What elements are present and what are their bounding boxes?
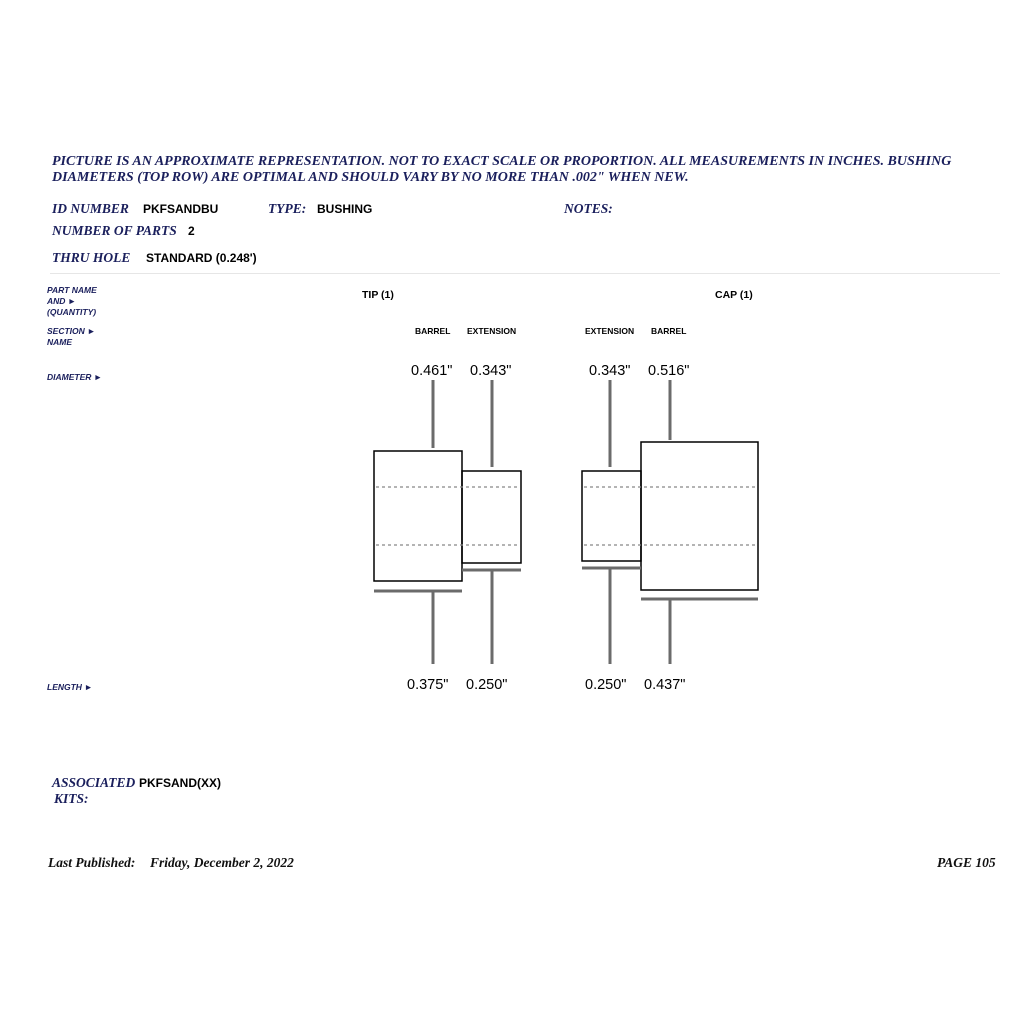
section-name-cap-barrel: BARREL [651, 326, 687, 336]
diameter-tip-barrel: 0.461" [411, 363, 453, 379]
cap-barrel-shape [641, 442, 758, 590]
diameter-tip-extension: 0.343" [470, 363, 512, 379]
diameter-cap-extension: 0.343" [589, 363, 631, 379]
part-header-tip: TIP (1) [362, 289, 394, 301]
section-name-tip-barrel: BARREL [415, 326, 451, 336]
associated-kits-label: ASSOCIATED KITS: [52, 775, 136, 806]
id-number-label: ID NUMBER [52, 201, 129, 216]
notes-label: NOTES: [564, 201, 613, 216]
tip-extension-shape [462, 471, 521, 563]
part-name-side-label: PART NAME AND ► (QUANTITY) [47, 285, 97, 317]
last-published-date: Friday, December 2, 2022 [150, 855, 294, 870]
diameter-cap-barrel: 0.516" [648, 363, 690, 379]
section-name-cap-extension: EXTENSION [585, 326, 635, 336]
thru-hole-value: STANDARD (0.248') [146, 251, 257, 265]
diameter-side-label: DIAMETER ► [47, 372, 103, 382]
length-tip-extension: 0.250" [466, 677, 508, 693]
section-name-side-label: SECTION ► NAME [47, 326, 96, 347]
number-of-parts-label: NUMBER OF PARTS [52, 223, 177, 238]
disclaimer-text: PICTURE IS AN APPROXIMATE REPRESENTATION. NOT TO EXACT SCALE OR PROPORTION. ALL MEASUREMENTS IN INCHES. BUSHING DIAMETERS (TOP ROW) ARE OPTIMAL AND SHOULD VARY BY NO MORE THAN .002" WHEN NEW. [52, 154, 952, 185]
thru-hole-lines [376, 487, 756, 545]
thru-hole-label: THRU HOLE [52, 250, 131, 265]
length-side-label: LENGTH ► [47, 682, 93, 692]
number-of-parts-value: 2 [188, 224, 195, 238]
length-tip-barrel: 0.375" [407, 677, 449, 693]
page-number: PAGE 105 [937, 855, 996, 870]
cap-extension-shape [582, 471, 641, 561]
type-value: BUSHING [317, 202, 373, 216]
associated-kits-value: PKFSAND(XX) [139, 776, 222, 790]
diameter-leader-lines [433, 380, 670, 467]
length-cap-extension: 0.250" [585, 677, 627, 693]
length-leader-lines [433, 568, 670, 664]
tip-part-shape [374, 451, 521, 581]
id-number-value: PKFSANDBU [143, 202, 219, 216]
last-published-label: Last Published: [48, 855, 136, 870]
tip-barrel-shape [374, 451, 462, 581]
part-header-cap: CAP (1) [715, 289, 753, 301]
type-label: TYPE: [268, 201, 307, 216]
section-name-tip-extension: EXTENSION [467, 326, 517, 336]
length-cap-barrel: 0.437" [644, 677, 686, 693]
